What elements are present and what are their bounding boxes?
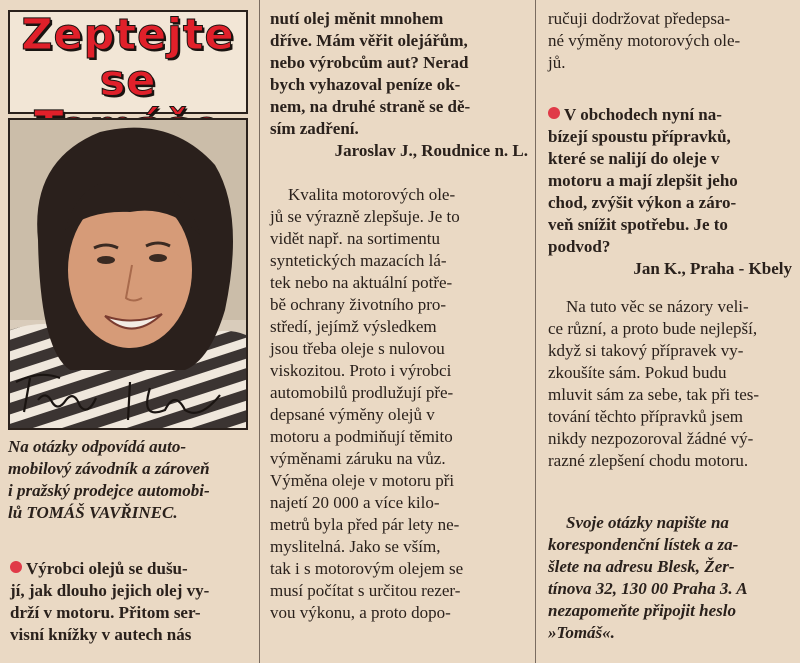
answer-line: Kvalita motorových ole- <box>288 185 456 204</box>
answer-line: ce různí, a proto bude nejlepší, <box>548 319 758 338</box>
question-2 <box>548 104 792 280</box>
caption-line: Na otázky odpovídá auto- <box>8 437 187 456</box>
question-1-continued <box>270 8 528 162</box>
question-line: jí, jak dlouho jejich olej vy- <box>10 581 210 600</box>
note-line: Svoje otázky napište na <box>566 513 729 532</box>
answer-1 <box>270 184 528 624</box>
header-line: Zeptejte se <box>21 10 235 106</box>
question-line: nem, na druhé straně se dě- <box>270 97 471 116</box>
question-line: sím zadření. <box>270 119 359 138</box>
question-1 <box>10 558 252 646</box>
answer-line: depsané výměny olejů v <box>270 405 435 424</box>
answer-line: jů se výrazně zlepšuje. Je to <box>270 207 460 226</box>
question-line: které se nalijí do oleje v <box>548 149 720 168</box>
answer-line: najetí 20 000 a více kilo- <box>270 493 440 512</box>
note-line: korespondenční lístek a za- <box>548 535 739 554</box>
answer-line: tek nebo na aktuální potře- <box>270 273 453 292</box>
answer-line: výměnami záruku na vůz. <box>270 449 446 468</box>
answer-line: viskozitou. Proto i výrobci <box>270 361 452 380</box>
question-line: V obchodech nyní na- <box>548 104 792 126</box>
answer-line: jů. <box>548 53 566 72</box>
answer-line: syntetických mazacích lá- <box>270 251 447 270</box>
question-line: visní knížky v autech nás <box>10 625 192 644</box>
answer-line: jsou třeba oleje s nulovou <box>270 339 445 358</box>
answer-line: razné zlepšení chodu motoru. <box>548 451 749 470</box>
answer-line: bě ochrany životního pro- <box>270 295 447 314</box>
answer-line: Na tuto věc se názory veli- <box>566 297 749 316</box>
portrait-illustration <box>10 120 246 428</box>
answer-line: vidět např. na sortimentu <box>270 229 440 248</box>
question-author: Jaroslav J., Roudnice n. L. <box>334 141 528 160</box>
answer-line: motoru a podmiňují těmito <box>270 427 453 446</box>
question-line: veň snížit spotřebu. Je to <box>548 215 728 234</box>
answer-line: né výměny motorových ole- <box>548 31 741 50</box>
caption-line: lů TOMÁŠ VAVŘINEC. <box>8 503 178 522</box>
question-line: podvod? <box>548 237 611 256</box>
question-line: bych vyhazoval peníze ok- <box>270 75 461 94</box>
bullet-dot-icon <box>548 107 560 119</box>
question-line: dříve. Mám věřit olejářům, <box>270 31 468 50</box>
column-header <box>8 10 248 114</box>
answer-line: středí, jejímž výsledkem <box>270 317 437 336</box>
answer-line: mluvit sám za sebe, tak při tes- <box>548 385 760 404</box>
caption-line: i pražský prodejce automobi- <box>8 481 210 500</box>
answer-line: myslitelná. Jako se vším, <box>270 537 441 556</box>
answer-line: vou výkonu, a proto dopo- <box>270 603 451 622</box>
bullet-dot-icon <box>10 561 22 573</box>
note-line: »Tomáš«. <box>548 623 615 642</box>
portrait-photo <box>8 118 248 430</box>
question-line: bízejí spoustu přípravků, <box>548 127 731 146</box>
question-line: motoru a mají zlepšit jeho <box>548 171 738 190</box>
answer-line: tak i s motorovým olejem se <box>270 559 464 578</box>
column-rule <box>535 0 536 663</box>
answer-line: nikdy nezpozoroval žádné vý- <box>548 429 754 448</box>
reader-note <box>548 512 792 644</box>
question-line: nebo výrobcům aut? Nerad <box>270 53 469 72</box>
question-line: nutí olej měnit mnohem <box>270 9 444 28</box>
question-line: Výrobci olejů se dušu- <box>10 558 252 580</box>
note-line: tínova 32, 130 00 Praha 3. A <box>548 579 748 598</box>
answer-line: metrů byla před pár lety ne- <box>270 515 460 534</box>
answer-2 <box>548 296 792 472</box>
answer-line: když si takový přípravek vy- <box>548 341 744 360</box>
answer-line: tování těchto přípravků jsem <box>548 407 743 426</box>
answer-line: ručuji dodržovat předepsa- <box>548 9 731 28</box>
caption-line: mobilový závodník a zároveň <box>8 459 210 478</box>
answer-line: automobilů prodlužují pře- <box>270 383 454 402</box>
answer-line: Výměna oleje v motoru při <box>270 471 455 490</box>
note-line: šlete na adresu Blesk, Žer- <box>548 557 735 576</box>
question-author: Jan K., Praha - Kbely <box>633 259 792 278</box>
answer-line: zkoušíte sám. Pokud budu <box>548 363 727 382</box>
answer-line: musí počítat s určitou rezer- <box>270 581 461 600</box>
intro-caption <box>8 436 252 524</box>
answer-1-continued <box>548 8 792 74</box>
note-line: nezapomeňte připojit heslo <box>548 601 736 620</box>
question-line: drží v motoru. Přitom ser- <box>10 603 201 622</box>
question-line: chod, zvýšit výkon a záro- <box>548 193 737 212</box>
column-rule <box>259 0 260 663</box>
